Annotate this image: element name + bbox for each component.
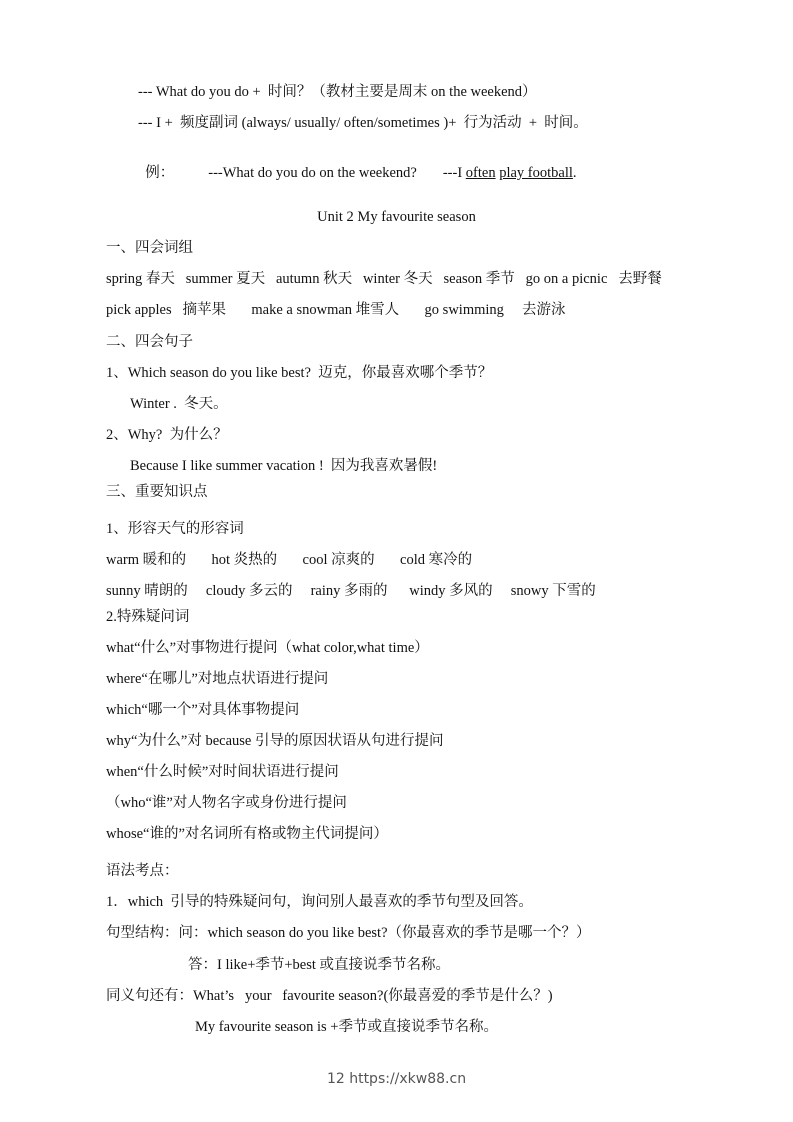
wh-item-who: （who“谁”对人物名字或身份进行提问 bbox=[106, 795, 347, 811]
grammar-heading: 语法考点： bbox=[106, 863, 179, 879]
example-question: ---What do you do on the weekend? bbox=[208, 165, 417, 181]
phrase-row-1: spring 春天 summer 夏天 autumn 秋天 winter 冬天 season 季节 go on a picnic 去野餐 bbox=[106, 271, 662, 287]
grammar-point-1: 1．which 引导的特殊疑问句，询问别人最喜欢的季节句型及回答。 bbox=[106, 894, 533, 910]
example-answer-end: . bbox=[572, 165, 577, 181]
sentence-a1: Winter . 冬天。 bbox=[130, 396, 228, 412]
wh-item-whose: whose“谁的”对名词所有格或物主代词提问） bbox=[106, 826, 388, 842]
adjective-row-1: warm 暖和的 hot 炎热的 cool 凉爽的 cold 寒冷的 bbox=[106, 552, 473, 568]
structure-question: 句型结构：问：which season do you like best?（你最喜欢的季节是哪一个？） bbox=[106, 925, 591, 941]
intro-example bbox=[138, 146, 577, 182]
section1-heading: 一、四会词组 bbox=[106, 240, 193, 256]
synonym-answer: My favourite season is +季节或直接说季节名称。 bbox=[195, 1019, 498, 1035]
structure-answer: 答：I like+季节+best 或直接说季节名称。 bbox=[188, 957, 451, 973]
section2-heading: 二、四会句子 bbox=[106, 334, 193, 350]
wh-item-what: what“什么”对事物进行提问（what color,what time） bbox=[106, 640, 429, 656]
sentence-q1: 1、Which season do you like best? 迈克，你最喜欢哪个季节？ bbox=[106, 365, 493, 381]
intro-line-1: --- What do you do + 时间？（教材主要是周末 on the weekend） bbox=[138, 84, 537, 100]
intro-line-2: --- I + 频度副词 (always/ usually/ often/sometimes )+ 行为活动 + 时间。 bbox=[138, 115, 588, 131]
sentence-a2: Because I like summer vacation ! 因为我喜欢暑假! bbox=[130, 458, 438, 474]
sentence-q2: 2、Why? 为什么？ bbox=[106, 427, 228, 443]
phrase-row-2: pick apples 摘苹果 make a snowman 堆雪人 go swimming 去游泳 bbox=[106, 302, 566, 318]
unit-title: Unit 2 My favourite season bbox=[317, 209, 476, 225]
wh-item-where: where“在哪儿”对地点状语进行提问 bbox=[106, 671, 329, 687]
wh-words-subheading: 2.特殊疑问词 bbox=[106, 609, 190, 625]
adjective-row-2: sunny 晴朗的 cloudy 多云的 rainy 多雨的 windy 多风的 snowy 下雪的 bbox=[106, 583, 596, 599]
wh-item-which: which“哪一个”对具体事物提问 bbox=[106, 702, 300, 718]
example-answer-play: play football bbox=[499, 165, 573, 181]
synonym-question: 同义句还有：What’s your favourite season?(你最喜爱的季节是什么？) bbox=[106, 988, 553, 1004]
adjectives-subheading: 1、形容天气的形容词 bbox=[106, 521, 244, 537]
page-footer: 12 https://xkw88.cn bbox=[326, 1071, 467, 1087]
example-label: 例： bbox=[145, 165, 175, 181]
example-answer-often: often bbox=[465, 165, 496, 181]
section3-heading: 三、重要知识点 bbox=[106, 484, 208, 500]
example-answer-prefix: ---I bbox=[442, 165, 466, 181]
wh-item-why: why“为什么”对 because 引导的原因状语从句进行提问 bbox=[106, 733, 444, 749]
wh-item-when: when“什么时候”对时间状语进行提问 bbox=[106, 764, 339, 780]
